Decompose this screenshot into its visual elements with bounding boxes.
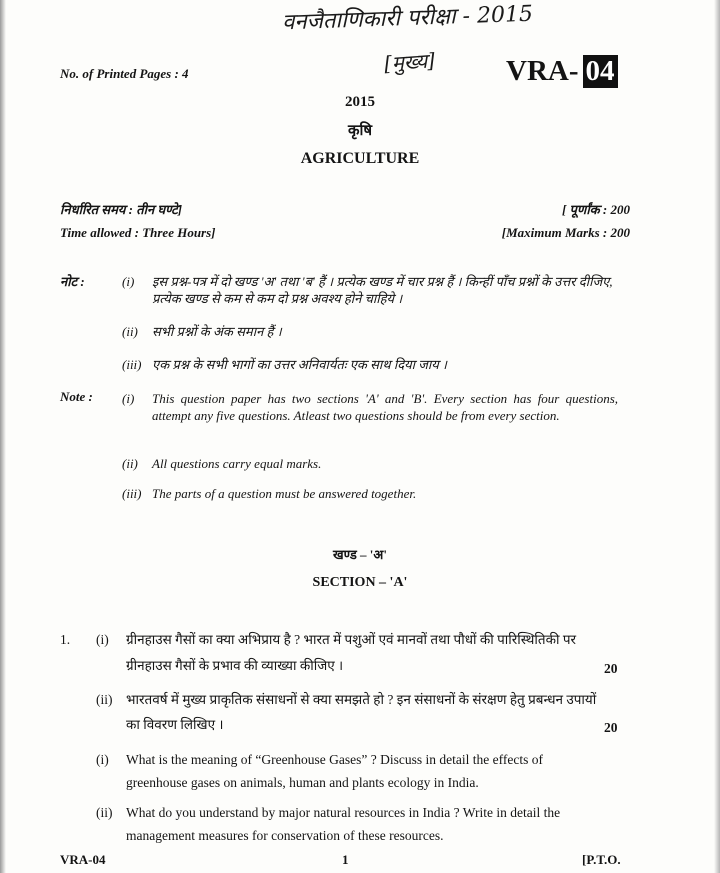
question-1-english-i-line1: What is the meaning of “Greenhouse Gases” ? Discuss in detail the effects of (126, 752, 543, 767)
subject-hindi: कृषि (347, 123, 373, 139)
note-hindi-num-3: (iii) (122, 357, 142, 372)
question-1-hindi-ii-line2: का विवरण लिखिए । (126, 717, 224, 732)
subject-english: AGRICULTURE (300, 150, 420, 167)
note-english-num-3: (iii) (122, 486, 142, 501)
handwritten-subject-note: [मुख्य] (383, 48, 436, 76)
max-marks-hindi: [ पूर्णांक : 200 (561, 202, 630, 217)
question-1-hindi-ii-num: (ii) (96, 692, 113, 707)
footer-paper-code: VRA-04 (60, 852, 106, 867)
time-allowed-english: Time allowed : Three Hours] (60, 225, 216, 240)
footer-page-number: 1 (342, 852, 349, 867)
footer-pto: [P.T.O. (582, 852, 621, 867)
handwritten-exam-title: वनजैताणिकारी परीक्षा - 2015 (281, 1, 534, 36)
paper-code-prefix: VRA- (506, 55, 579, 87)
question-1-hindi-i-line1: ग्रीनहाउस गैसों का क्या अभिप्राय है ? भारत में पशुओं एवं मानवों तथा पौधों की पारिस्थितिकी पर (126, 632, 577, 647)
note-label-english: Note : (60, 389, 93, 404)
question-1-english-ii-num: (ii) (96, 805, 113, 820)
note-hindi-text-3: एक प्रश्न के सभी भागों का उत्तर अनिवार्यतः एक साथ दिया जाय । (152, 357, 447, 372)
note-label-hindi: नोट : (60, 274, 85, 289)
exam-year: 2015 (345, 94, 375, 110)
note-english-text-1: This question paper has two sections 'A' and 'B'. Every section has four questions, attempt any five questions. Atleast two questions should be from every section. (152, 391, 618, 423)
note-english-num-2: (ii) (122, 456, 138, 471)
section-heading-english: SECTION – 'A' (312, 575, 408, 590)
note-english-num-1: (i) (122, 391, 135, 406)
question-1-english-ii-line1: What do you understand by major natural resources in India ? Write in detail the (126, 805, 561, 820)
question-1-hindi-i-line2: ग्रीनहाउस गैसों के प्रभाव की व्याख्या कीजिए । (126, 658, 344, 673)
question-1-english-ii-line2: management measures for conservation of these resources. (126, 828, 444, 843)
question-number: 1. (60, 632, 71, 647)
note-hindi-text-1: इस प्रश्न-पत्र में दो खण्ड 'अ' तथा 'ब' हैं । प्रत्येक खण्ड में चार प्रश्न हैं । किन्हीं पाँच प्रश्नों के उत्तर दीजिए, प्रत्येक खण्ड से कम से कम दो प्रश्न अवश्य होने चाहिये । (152, 274, 613, 306)
note-hindi-num-1: (i) (122, 274, 135, 289)
question-1-hindi-ii-line1: भारतवर्ष में मुख्य प्राकृतिक संसाधनों से क्या समझते हो ? इन संसाधनों के संरक्षण हेतु प्रबन्धन उपायों (126, 692, 597, 707)
note-english-text-3: The parts of a question must be answered together. (152, 486, 417, 501)
question-1-english-i-num: (i) (96, 752, 109, 767)
time-allowed-hindi: निर्धारित समय : तीन घण्टे] (60, 202, 183, 217)
question-1-hindi-i-num: (i) (96, 632, 109, 647)
section-heading-hindi: खण्ड – 'अ' (333, 547, 387, 562)
paper-code (506, 55, 618, 88)
note-english-text-2: All questions carry equal marks. (152, 456, 322, 471)
question-1-english-i-line2: greenhouse gases on animals, human and plants ecology in India. (126, 775, 479, 790)
printed-pages: No. of Printed Pages : 4 (60, 66, 189, 81)
paper-code-number: 04 (583, 55, 618, 88)
note-hindi-num-2: (ii) (122, 324, 138, 339)
max-marks-english: [Maximum Marks : 200 (501, 225, 630, 240)
question-1-hindi-ii-marks: 20 (604, 720, 618, 735)
note-hindi-text-2: सभी प्रश्नों के अंक समान हैं । (152, 324, 282, 339)
question-1-hindi-i-marks: 20 (604, 661, 618, 676)
